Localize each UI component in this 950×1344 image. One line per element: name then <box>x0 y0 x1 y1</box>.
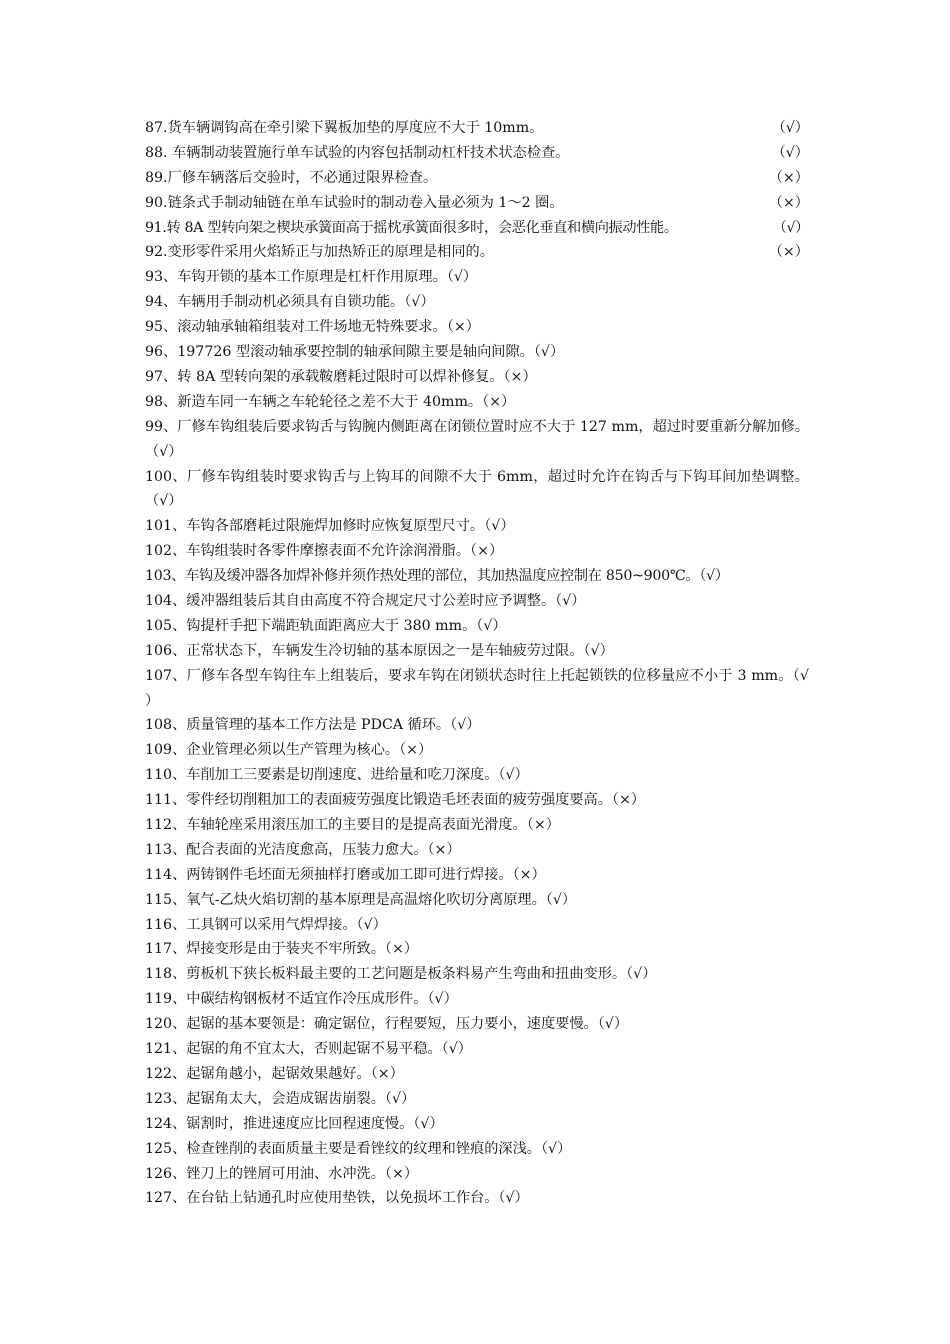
question-text: 127、在台钻上钻通孔时应使用垫铁，以免损坏工作台。（√） <box>145 1190 529 1207</box>
question-text: 97、转 8A 型转向架的承载鞍磨耗过限时可以焊补修复。（×） <box>145 368 537 385</box>
question-text: 123、起锯角太大，会造成锯齿崩裂。（√） <box>145 1090 416 1107</box>
question-text: 116、工具钢可以采用气焊焊接。（√） <box>145 916 387 933</box>
question-text: 87.货车辆调钩高在牵引梁下翼板加垫的厚度应不大于 10mm。 <box>145 120 544 136</box>
question-item-124 <box>145 1112 809 1137</box>
question-item-89 <box>145 166 809 191</box>
question-text: 109、企业管理必须以生产管理为核心。（×） <box>145 742 433 759</box>
question-text: 108、质量管理的基本工作方法是 PDCA 循环。（√） <box>145 717 481 734</box>
question-item-92 <box>145 240 809 265</box>
question-item-96 <box>145 340 809 365</box>
question-text: 115、氧气-乙炔火焰切割的基本原理是高温熔化吹切分离原理。（√） <box>145 891 577 908</box>
question-text: 95、滚动轴承轴箱组装对工件场地无特殊要求。（×） <box>145 319 480 336</box>
question-item-122 <box>145 1062 809 1087</box>
question-text: 105、钩提杆手把下端距轨面距离应大于 380 mm。（√） <box>145 617 507 634</box>
question-item-108 <box>145 713 809 738</box>
question-text: 94、车辆用手制动机必须具有自锁功能。（√） <box>145 294 435 311</box>
question-item-104 <box>145 589 809 614</box>
question-text: 92.变形零件采用火焰矫正与加热矫正的原理是相同的。 <box>145 244 494 261</box>
question-text: 98、新造车同一车辆之车轮轮径之差不大于 40mm。（×） <box>145 393 516 410</box>
question-item-101 <box>145 514 809 539</box>
question-item-116 <box>145 913 809 938</box>
question-text: 101、车钩各部磨耗过限施焊加修时应恢复原型尺寸。（√） <box>145 518 515 535</box>
question-item-123 <box>145 1087 809 1112</box>
question-item-109 <box>145 738 809 763</box>
question-text: 114、两铸钢件毛坯面无须抽样打磨或加工即可进行焊接。（×） <box>145 866 546 883</box>
answer-mark: （×） <box>768 244 809 261</box>
question-item-87 <box>145 116 809 141</box>
question-text: 90.链条式手制动轴链在单车试验时的制动卷入量必须为 1～2 圈。 <box>145 194 564 211</box>
question-text: 96、197726 型滚动轴承要控制的轴承间隙主要是轴向间隙。（√） <box>145 344 565 361</box>
question-item-114 <box>145 863 809 888</box>
question-text: 126、锉刀上的锉屑可用油、水冲洗。（×） <box>145 1165 419 1182</box>
question-text: 104、缓冲器组装后其自由高度不符合规定尺寸公差时应予调整。（√） <box>145 592 586 609</box>
question-text: 110、车削加工三要素是切削速度、进给量和吃刀深度。（√） <box>145 767 529 784</box>
question-item-88 <box>145 141 809 166</box>
question-text: 93、车钩开锁的基本工作原理是杠杆作用原理。（√） <box>145 269 478 286</box>
question-item-126 <box>145 1162 809 1187</box>
question-text: 120、起锯的基本要领是：确定锯位，行程要短，压力要小，速度要慢。（√） <box>145 1016 629 1033</box>
question-text: 124、锯割时，推进速度应比回程速度慢。（√） <box>145 1115 444 1132</box>
question-item-110 <box>145 763 809 788</box>
question-item-98 <box>145 390 809 415</box>
question-item-120 <box>145 1012 809 1037</box>
question-text: 102、车钩组装时各零件摩擦表面不允许涂润滑脂。（×） <box>145 543 504 560</box>
question-text: 106、正常状态下，车辆发生冷切轴的基本原因之一是车轴疲劳过限。（√） <box>145 642 614 659</box>
question-item-94 <box>145 290 809 315</box>
question-text: 89.厂修车辆落后交验时，不必通过限界检查。 <box>145 169 438 186</box>
question-text: 117、焊接变形是由于装夹不牢所致。（×） <box>145 941 419 958</box>
answer-mark: （√） <box>771 144 809 161</box>
answer-mark: （×） <box>768 169 809 186</box>
question-item-119 <box>145 987 809 1012</box>
question-item-100: 100、厂修车钩组装时要求钩舌与上钩耳的间隙不大于 6mm，超过时允许在钩舌与下钩耳间加垫调整。（√） <box>145 468 809 510</box>
answer-mark: （√） <box>772 219 809 236</box>
question-item-99: 99、厂修车钩组装后要求钩舌与钩腕内侧距离在闭锁位置时应不大于 127 mm，超过时要重新分解加修。（√） <box>145 418 809 460</box>
question-item-121 <box>145 1037 809 1062</box>
question-item-95 <box>145 315 809 340</box>
question-item-113 <box>145 838 809 863</box>
answer-mark: （×） <box>768 194 809 211</box>
question-text: 125、检查锉削的表面质量主要是看锉纹的纹理和锉痕的深浅。（√） <box>145 1140 572 1157</box>
question-item-105 <box>145 614 809 639</box>
question-item-127 <box>145 1186 809 1211</box>
question-item-107: 107、厂修车各型车钩往车上组装后，要求车钩在闭锁状态时往上托起锁铁的位移量应不小于 3 mm。（√ ） <box>145 667 809 709</box>
question-item-112 <box>145 813 809 838</box>
question-text: 112、车轴轮座采用滚压加工的主要目的是提高表面光滑度。（×） <box>145 817 560 834</box>
question-item-97 <box>145 365 809 390</box>
answer-mark: （√） <box>771 120 809 136</box>
question-item-93 <box>145 265 809 290</box>
question-text: 91.转 8A 型转向架之楔块承簧面高于摇枕承簧面很多时，会恶化垂直和横向振动性能。 <box>145 219 678 236</box>
question-item-117 <box>145 937 809 962</box>
question-item-102 <box>145 539 809 564</box>
question-text: 122、起锯角越小，起锯效果越好。（×） <box>145 1065 404 1082</box>
question-item-106 <box>145 639 809 664</box>
question-item-111 <box>145 788 809 813</box>
question-list <box>145 116 809 1211</box>
question-text: 88. 车辆制动装置施行单车试验的内容包括制动杠杆技术状态检查。 <box>145 144 570 161</box>
question-item-90 <box>145 191 809 216</box>
question-text: 113、配合表面的光洁度愈高，压装力愈大。（×） <box>145 841 461 858</box>
question-text: 119、中碳结构钢板材不适宜作冷压成形件。（√） <box>145 991 458 1008</box>
question-item-103 <box>145 564 809 589</box>
question-text: 111、零件经切削粗加工的表面疲劳强度比锻造毛坯表面的疲劳强度要高。（×） <box>145 792 646 809</box>
question-text: 103、车钩及缓冲器各加焊补修并须作热处理的部位，其加热温度应控制在 850~900℃。（√） <box>145 568 729 585</box>
question-item-125 <box>145 1137 809 1162</box>
question-item-118 <box>145 962 809 987</box>
question-text: 118、剪板机下狭长板料最主要的工艺问题是板条料易产生弯曲和扭曲变形。（√） <box>145 966 657 983</box>
question-text: 121、起锯的角不宜太大，否则起锯不易平稳。（√） <box>145 1041 472 1058</box>
question-item-91 <box>145 216 809 241</box>
question-item-115 <box>145 888 809 913</box>
